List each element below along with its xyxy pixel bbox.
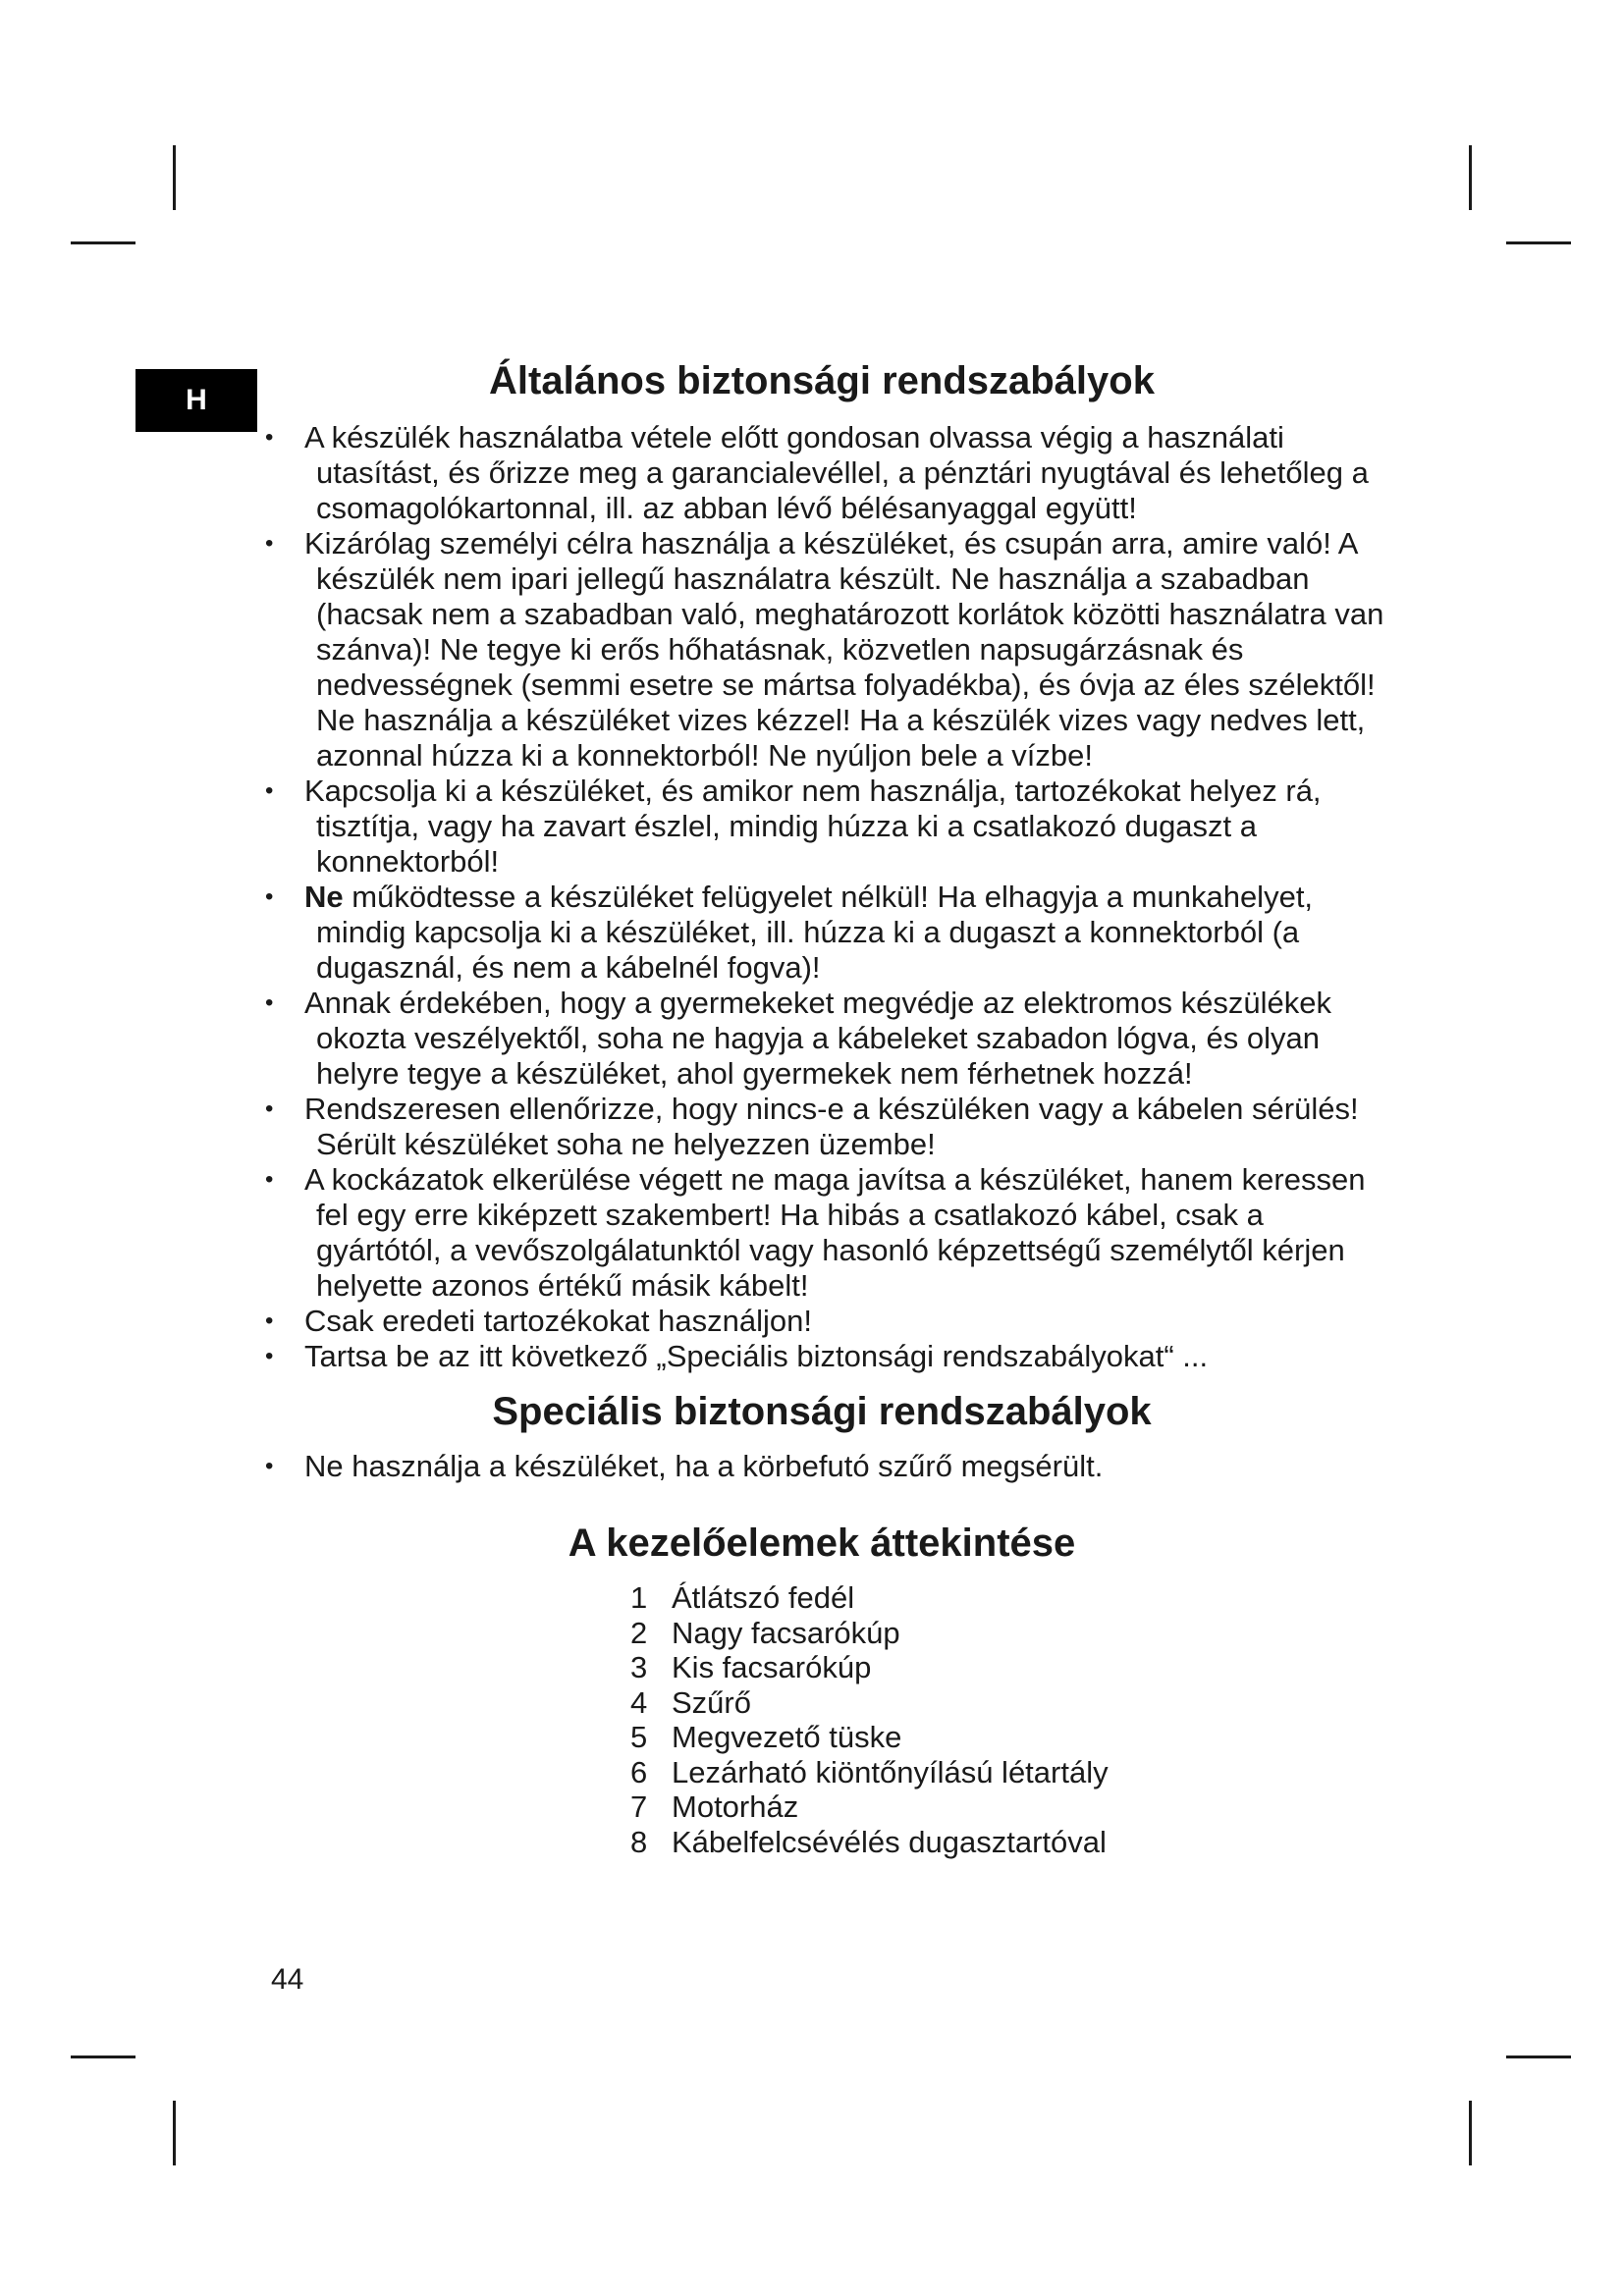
part-number: 7 [630,1789,648,1824]
language-tab: H [135,369,257,432]
part-label: Kis facsarókúp [672,1650,872,1684]
part-item [630,1685,1109,1721]
part-item [630,1580,1109,1616]
list-item: • A kockázatok elkerülése végett ne maga javítsa a készüléket, hanem keressen fel egy erre kiképzett szakembert! Ha hibás a csatlakozó kábel, csak a gyártótól, a vevőszolgálatunktól vagy hasonló képzettségű személytől kérjen helyette azonos értékű másik kábelt! [257,1162,1386,1304]
crop-mark-top-left-horizontal [71,241,135,244]
part-label: Megvezető tüske [672,1720,902,1754]
crop-mark-top-left-vertical [173,145,176,210]
part-label: Átlátszó fedél [672,1580,855,1615]
part-number: 6 [630,1754,648,1789]
part-item [630,1616,1109,1651]
section-title-special-safety: Speciális biztonsági rendszabályok [492,1390,1152,1433]
part-item [630,1825,1109,1860]
part-number: 8 [630,1824,648,1859]
list-item [257,880,1386,986]
list-item: • A készülék használatba vétele előtt gondosan olvassa végig a használati utasítást, és őrizze meg a garancialevéllel, a pénztári nyugtával és lehetőleg a csomagolókartonnal, ill. az abban lévő bélésanyaggal együtt! [257,420,1386,526]
general-safety-list [257,420,1386,1374]
list-item-text: működtesse a készüléket felügyelet nélkül! Ha elhagyja a munkahelyet, mindig kapcsolja ki a készüléket, ill. húzza ki a dugaszt a konnektorból (a dugasznál, és nem a kábelnél fogva)! [316,880,1314,985]
special-safety-list [257,1449,1386,1484]
part-number: 1 [630,1580,648,1615]
bold-warning: Ne [304,880,344,914]
crop-mark-top-right-horizontal [1506,241,1571,244]
part-number: 3 [630,1650,648,1684]
part-number: 5 [630,1720,648,1754]
list-item: • Rendszeresen ellenőrizze, hogy nincs-e a készüléken vagy a kábelen sérülés! Sérült készüléket soha ne helyezzen üzembe! [257,1092,1386,1162]
crop-mark-bottom-right-vertical [1469,2101,1472,2165]
crop-mark-bottom-left-horizontal [71,2056,135,2058]
part-label: Szűrő [672,1684,751,1720]
crop-mark-top-right-vertical [1469,145,1472,210]
list-item: • Kizárólag személyi célra használja a készüléket, és csupán arra, amire való! A készülék nem ipari jellegű használatra készült. Ne használja a szabadban (hacsak nem a szabadban való, meghatározott korlátok közötti használatra van szánva)! Ne tegye ki erős hőhatásnak, közvetlen napsugárzásnak és nedvességnek (semmi esetre se mártsa folyadékba), és óvja az éles szélektől! Ne használja a készüléket vizes kézzel! Ha a készülék vizes vagy nedves lett, azonnal húzza ki a konnektorból! Ne nyúljon bele a vízbe! [257,526,1386,774]
part-number: 4 [630,1684,648,1720]
list-item: • Annak érdekében, hogy a gyermekeket megvédje az elektromos készülékek okozta veszélyektől, soha ne hagyja a kábeleket szabadon lógva, és olyan helyre tegye a készüléket, ahol gyermekek nem férhetnek hozzá! [257,986,1386,1092]
crop-mark-bottom-right-horizontal [1506,2056,1571,2058]
section-title-general-safety: Általános biztonsági rendszabályok [489,359,1155,402]
part-item [630,1650,1109,1685]
list-item: • Ne használja a készüléket, ha a körbefutó szűrő megsérült. [257,1449,1386,1484]
list-item: • Kapcsolja ki a készüléket, és amikor nem használja, tartozékokat helyez rá, tisztítja, vagy ha zavart észlel, mindig húzza ki a csatlakozó dugaszt a konnektorból! [257,774,1386,880]
parts-list [630,1580,1109,1859]
part-label: Kábelfelcsévélés dugasztartóval [672,1824,1107,1859]
page-number: 44 [271,1963,304,1996]
crop-mark-bottom-left-vertical [173,2101,176,2165]
part-number: 2 [630,1615,648,1650]
part-item [630,1789,1109,1825]
section-title-controls-overview: A kezelőelemek áttekintése [568,1522,1076,1565]
list-item: • Csak eredeti tartozékokat használjon! [257,1304,1386,1339]
part-label: Motorház [672,1789,799,1824]
part-item [630,1720,1109,1755]
part-item [630,1755,1109,1790]
list-item: • Tartsa be az itt következő „Speciális biztonsági rendszabályokat“ ... [257,1339,1386,1374]
part-label: Nagy facsarókúp [672,1615,900,1650]
part-label: Lezárható kiöntőnyílású létartály [672,1754,1109,1789]
